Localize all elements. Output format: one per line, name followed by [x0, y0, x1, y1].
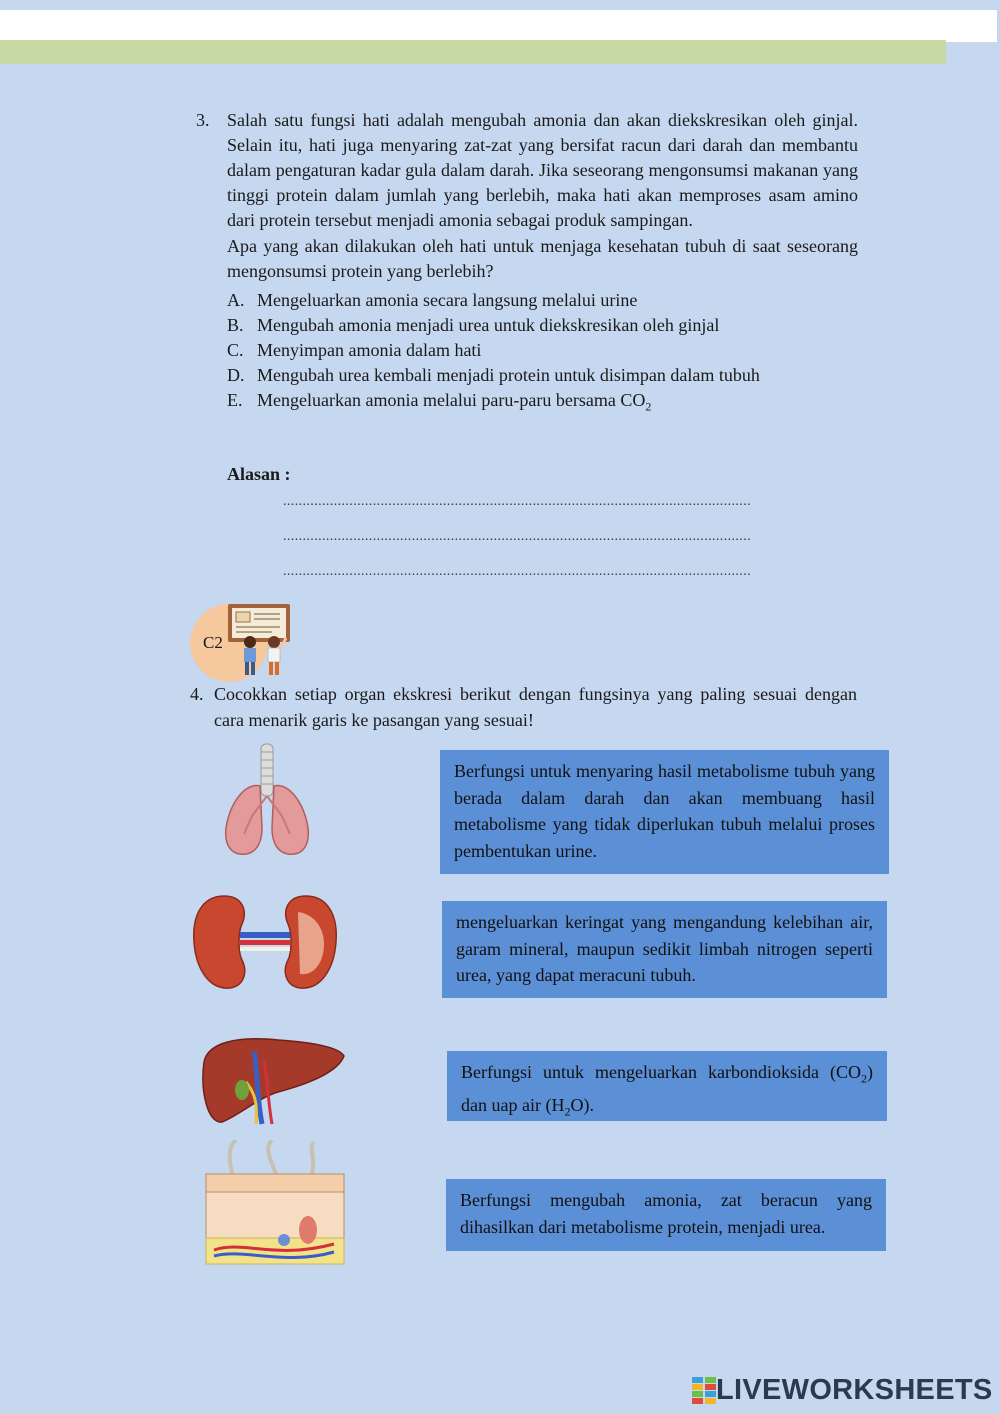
option-b[interactable]: B. Mengubah amonia menjadi urea untuk diekskresikan oleh ginjal — [227, 315, 720, 335]
header-white-bar — [0, 10, 997, 42]
question-4 — [190, 681, 857, 733]
liveworksheets-icon — [692, 1377, 716, 1405]
question-4-number: 4. — [190, 684, 204, 704]
question-4-text: Cocokkan setiap organ ekskresi berikut dengan fungsinya yang paling sesuai dengan cara menarik garis ke pasangan yang sesuai! — [214, 684, 857, 730]
answer-line-2[interactable]: ........................................................................................................................ — [283, 529, 751, 544]
question-3-number: 3. — [196, 110, 210, 130]
function-card-co2[interactable]: Berfungsi untuk mengeluarkan karbondioksida $(CO_2)$ dan uap air $(H_2O)$. — [447, 1051, 887, 1121]
kidneys-image[interactable] — [190, 892, 340, 992]
students-at-board-illustration — [222, 602, 294, 678]
liveworksheets-wordmark: LIVEWORKSHEETS — [716, 1374, 993, 1406]
option-d[interactable]: D. Mengubah urea kembali menjadi protein untuk disimpan dalam tubuh — [227, 365, 760, 385]
answer-line-1[interactable]: ........................................................................................................................ — [283, 494, 751, 509]
answer-line-3[interactable]: ........................................................................................................................ — [283, 564, 751, 579]
question-3-paragraph: Salah satu fungsi hati adalah mengubah amonia dan akan diekskresikan oleh ginjal. Selain itu, hati juga menyaring zat-zat yang bersifat racun dari darah dan membantu dalam pengaturan kadar gula dalam darah. Jika seseorang mengonsumsi makanan yang tinggi protein dalam jumlah yang berlebih, maka hati akan memproses asam amino dari protein tersebut menjadi amonia sebagai produk sampingan. — [227, 110, 858, 230]
function-card-sweat[interactable]: mengeluarkan keringat yang mengandung kelebihan air, garam mineral, maupun sedikit limbah nitrogen seperti urea, yang dapat meracuni tubuh. — [442, 901, 887, 998]
question-3-prompt: Apa yang akan dilakukan oleh hati untuk menjaga kesehatan tubuh di saat seseorang mengonsumsi protein yang berlebih? — [227, 236, 858, 281]
skin-image[interactable] — [204, 1140, 348, 1272]
liver-image[interactable] — [198, 1032, 348, 1128]
question-3 — [196, 108, 858, 420]
function-card-ammonia-to-urea[interactable]: Berfungsi mengubah amonia, zat beracun yang dihasilkan dari metabolisme protein, menjadi urea. — [446, 1179, 886, 1251]
question-3-options — [227, 288, 858, 420]
option-a[interactable]: A. Mengeluarkan amonia secara langsung melalui urine — [227, 290, 638, 310]
liveworksheets-logo — [692, 1374, 993, 1407]
option-c[interactable]: C. Menyimpan amonia dalam hati — [227, 340, 482, 360]
level-badge-label: C2 — [203, 633, 223, 652]
lungs-image[interactable] — [222, 742, 312, 858]
option-e[interactable]: E. Mengeluarkan amonia melalui paru-paru bersama $CO_2$ — [227, 390, 652, 414]
header-green-bar — [0, 40, 946, 64]
reason-label: Alasan : — [227, 464, 291, 484]
function-card-filter-blood[interactable]: Berfungsi untuk menyaring hasil metabolisme tubuh yang berada dalam darah dan akan membuang hasil metabolisme yang tidak diperlukan tubuh melalui proses pembentukan urine. — [440, 750, 889, 874]
